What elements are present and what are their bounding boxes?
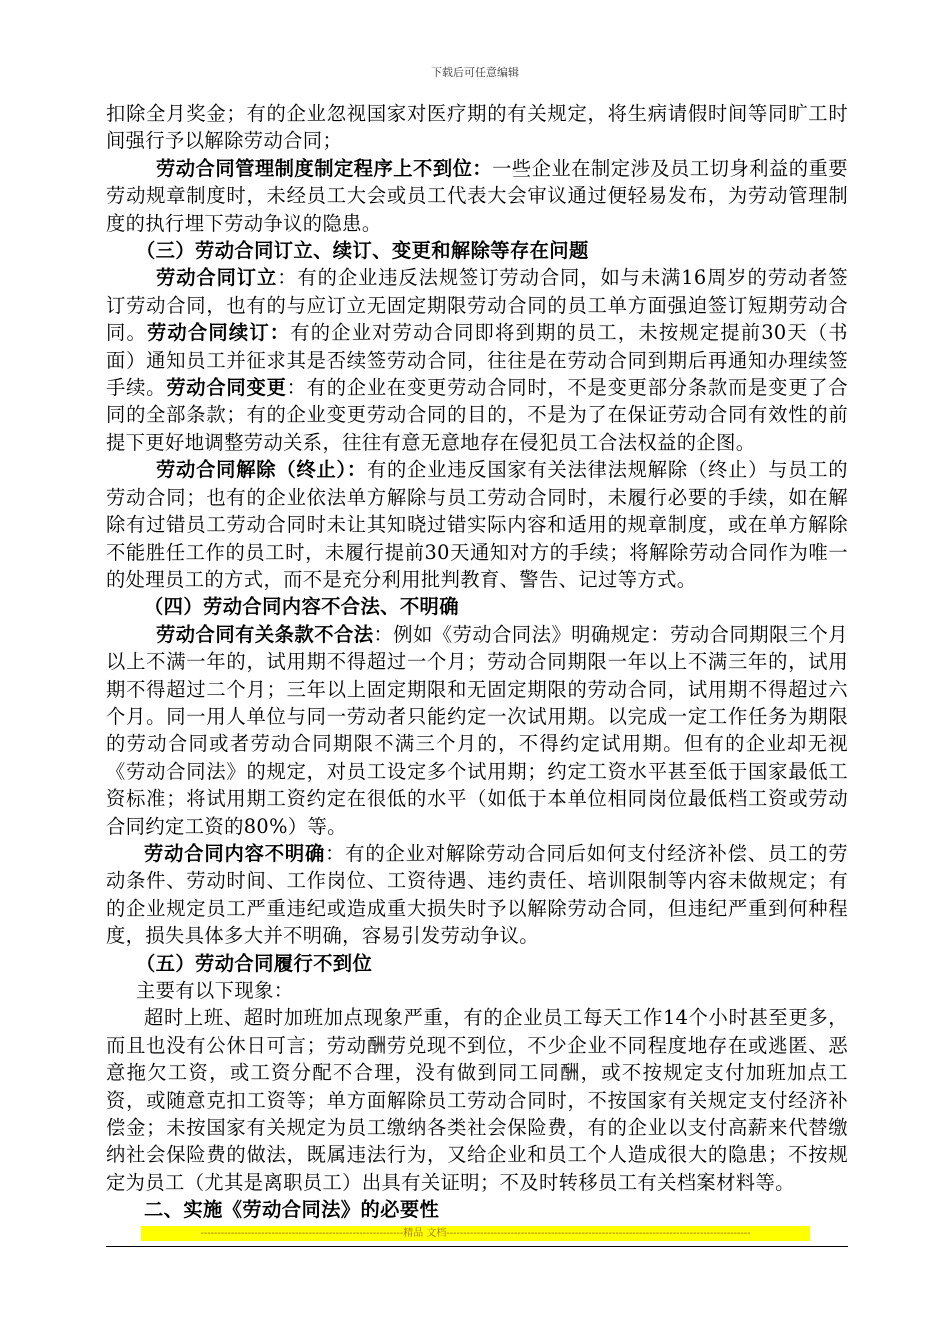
section-heading-4: （四）劳动合同内容不合法、不明确 <box>144 595 459 619</box>
paragraph-heading: 劳动合同解除（终止）： <box>156 458 367 482</box>
paragraph-7: 劳动合同有关条款不合法：例如《劳动合同法》明确规定：劳动合同期限三个月以上不满一年的，试用期不得超过一个月；劳动合同期限一年以上不满三年的，试用期不得超过二个月；三年以上固定期限和无固定期限的劳动合同，试用期不得超过六个月。同一用人单位与同一劳动者只能约定一次试用期。以完成一定工作任务为期限的劳动合同或者劳动合同期限不满三个月的，不得约定试用期。但有的企业却无视《劳动合同法》的规定，对员工设定多个试用期；约定工资水平甚至低于国家最低工资标准；将试用期工资约定在很低的水平（如低于本单位相同岗位最低档工资或劳动合同约定工资的80%）等。 <box>106 622 848 838</box>
paragraph-heading: 劳动合同内容不明确 <box>144 841 326 865</box>
section-heading-3: （三）劳动合同订立、续订、变更和解除等存在问题 <box>136 239 589 263</box>
section-heading-5: （五）劳动合同履行不到位 <box>136 951 373 975</box>
paragraph-1: 扣除全月奖金；有的企业忽视国家对医疗期的有关规定，将生病请假时间等同旷工时间强行予以解除劳动合同； <box>106 102 848 153</box>
paragraph-11: 超时上班、超时加班加点现象严重，有的企业员工每天工作14个小时甚至更多，而且也没有公休日可言；劳动酬劳兑现不到位，不少企业不同程度地存在或逃匿、恶意拖欠工资，或工资分配不合理，没有做到同工同酬，或不按规定支付加班加点工资，或随意克扣工资等；单方面解除员工劳动合同时，不按国家有关规定支付经济补偿金；未按国家有关规定为员工缴纳各类社会保险费，有的企业以支付高薪来代替缴纳社会保险费的做法，既属违法行为，又给企业和员工个人造成很大的隐患；不按规定为员工（尤其是离职员工）出具有关证明；不及时转移员工有关档案材料等。 <box>106 1006 848 1194</box>
footer-divider <box>106 1246 848 1247</box>
paragraph-heading: 劳动合同变更 <box>166 376 287 400</box>
document-body <box>106 100 848 1224</box>
paragraph-4: 劳动合同订立：有的企业违反法规签订劳动合同，如与未满16周岁的劳动者签订劳动合同，也有的与应订立无固定期限劳动合同的员工单方面强迫签订短期劳动合同。劳动合同续订：有的企业对劳动合同即将到期的员工，未按规定提前30天（书面）通知员工并征求其是否续签劳动合同，往往是在劳动合同到期后再通知办理续签手续。劳动合同变更：有的企业在变更劳动合同时，不是变更部分条款而是变更了合同的全部条款；有的企业变更劳动合同的目的，不是为了在保证劳动合同有效性的前提下更好地调整劳动关系，往往有意无意地存在侵犯员工合法权益的企图。 <box>106 266 849 454</box>
footer-banner: ------------------------------------------------------------精品 文档------------------------------------------------------------------------------------------ <box>141 1226 810 1241</box>
paragraph-10: 主要有以下现象： <box>136 979 294 1002</box>
paragraph-5: 劳动合同解除（终止）：有的企业违反国家有关法律法规解除（终止）与员工的劳动合同；也有的企业依法单方解除与员工劳动合同时，未履行必要的手续，如在解除有过错员工劳动合同时未让其知晓过错实际内容和适用的规章制度，或在单方解除不能胜任工作的员工时，未履行提前30天通知对方的手续；将解除劳动合同作为唯一的处理员工的方式，而不是充分利用批判教育、警告、记过等方式。 <box>106 458 848 591</box>
paragraph-2: 劳动合同管理制度制定程序上不到位：一些企业在制定涉及员工切身利益的重要劳动规章制度时，未经员工大会或员工代表大会审议通过便轻易发布，为劳动管理制度的执行埋下劳动争议的隐患。 <box>106 156 848 235</box>
paragraph-heading: 劳动合同订立 <box>156 266 278 290</box>
paragraph-heading: 劳动合同管理制度制定程序上不到位： <box>156 156 493 180</box>
paragraph-8: 劳动合同内容不明确：有的企业对解除劳动合同后如何支付经济补偿、员工的劳动条件、劳动时间、工作岗位、工资待遇、违约责任、培训限制等内容未做规定；有的企业规定员工严重违纪或造成重大损失时予以解除劳动合同，但违纪严重到何种程度，损失具体多大并不明确，容易引发劳动争议。 <box>106 841 848 948</box>
section-heading-2: 二、实施《劳动合同法》的必要性 <box>144 1198 440 1222</box>
page-header: 下载后可任意编辑 <box>431 66 519 79</box>
paragraph-heading: 劳动合同续订： <box>146 321 291 345</box>
paragraph-heading: 劳动合同有关条款不合法 <box>156 622 374 646</box>
